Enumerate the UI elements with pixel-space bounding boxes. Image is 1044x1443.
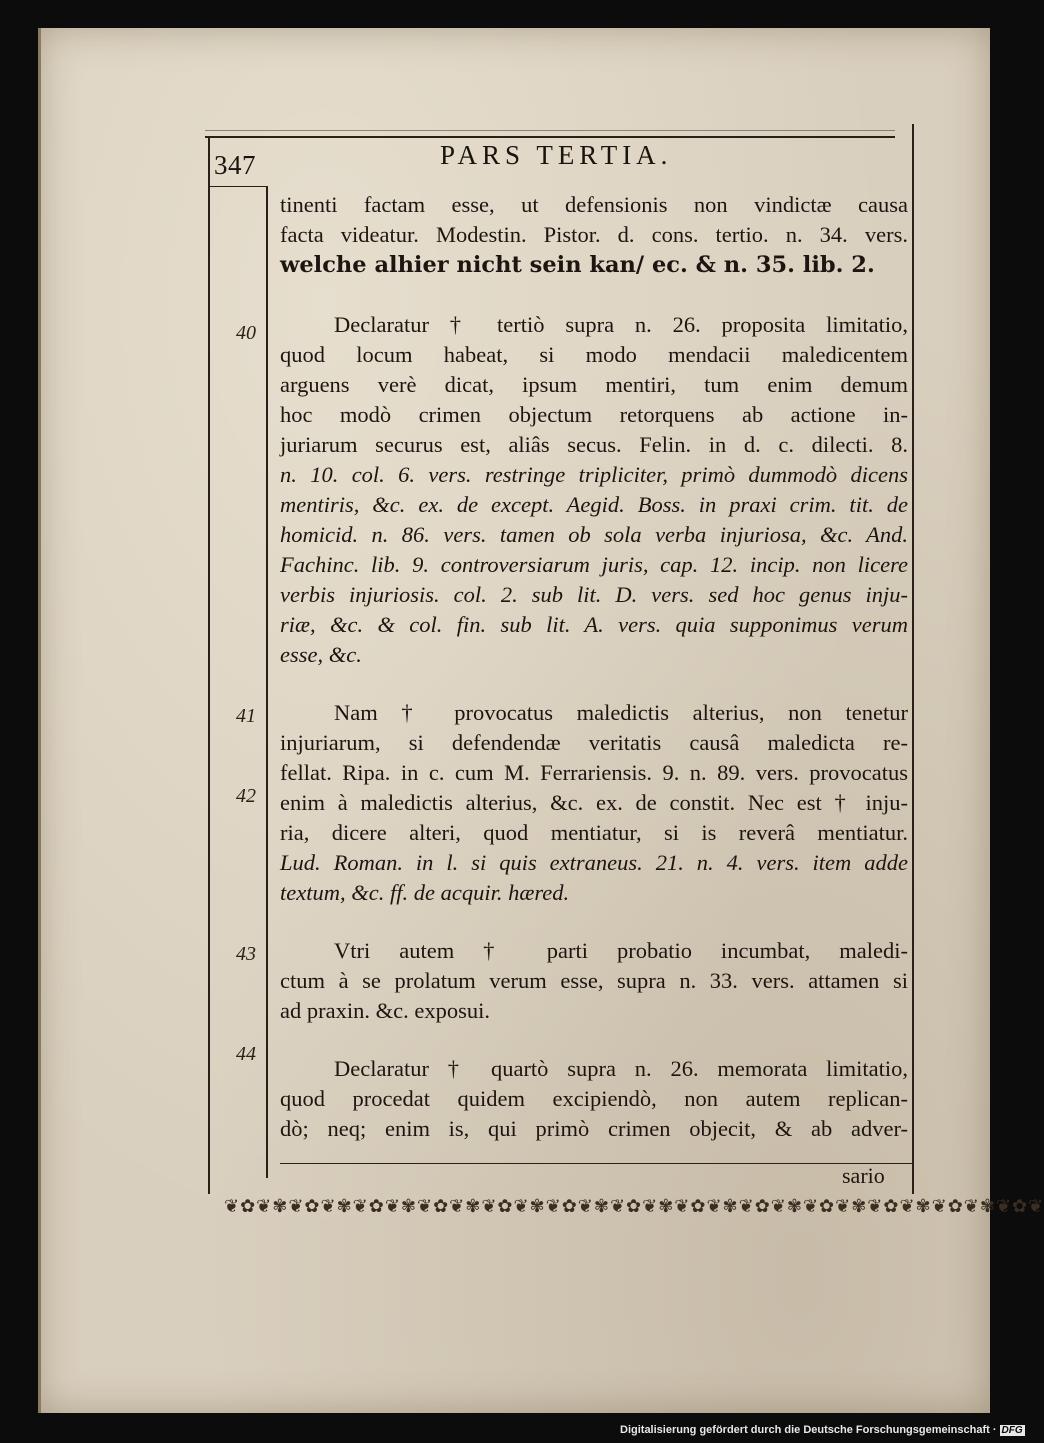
text-line: verbis injuriosis. col. 2. sub lit. D. vers. sed hoc genus inju- <box>280 582 908 607</box>
text-line: Lud. Roman. in l. si quis extraneus. 21. n. 4. vers. item adde <box>280 850 908 875</box>
header-rule <box>205 136 895 138</box>
frame-left-rule <box>208 138 210 1194</box>
text-line: tinenti factam esse, ut defensionis non vindictæ causa <box>280 192 908 217</box>
text-line: n. 10. col. 6. vers. restringe tripliciter, primò dummodò dicens <box>280 462 908 487</box>
text-line: arguens verè dicat, ipsum mentiri, tum enim demum <box>280 372 908 397</box>
text-line: esse, &c. <box>280 642 362 667</box>
text-line: Vtri autem † parti probatio incumbat, maledi- <box>334 938 908 963</box>
margin-number-44: 44 <box>236 1043 256 1065</box>
margin-number-40: 40 <box>236 322 256 344</box>
text-line: homicid. n. 86. vers. tamen ob sola verba injuriosa, &c. And. <box>280 522 908 547</box>
text-line: Fachinc. lib. 9. controversiarum juris, cap. 12. incip. non licere <box>280 552 908 577</box>
text-line: enim à maledictis alterius, &c. ex. de constit. Nec est † inju- <box>280 790 908 815</box>
digitization-credit <box>620 1424 1025 1436</box>
main-text-column <box>280 190 908 1144</box>
text-line: hoc modò crimen objectum retorquens ab actione in- <box>280 402 908 427</box>
text-line: quod procedat quidem excipiendò, non autem replican- <box>280 1086 908 1111</box>
dfg-logo: DFG <box>1001 1425 1023 1436</box>
text-line: ria, dicere alteri, quod mentiatur, si is reverâ mentiatur. <box>280 820 908 845</box>
margin-header-rule <box>210 186 268 187</box>
text-line: welche alhier nicht sein kan/ ec. & n. 35. lib. 2. <box>280 252 875 278</box>
text-line: juriarum securus est, aliâs secus. Felin. in d. c. dilecti. 8. <box>280 432 908 457</box>
credit-text: Digitalisierung gefördert durch die Deutsche Forschungsgemeinschaft · <box>620 1424 997 1436</box>
text-line: Declaratur † tertiò supra n. 26. proposita limitatio, <box>334 312 908 337</box>
footer-rule <box>280 1163 912 1164</box>
frame-right-rule <box>912 124 914 1194</box>
margin-number-43: 43 <box>236 943 256 965</box>
text-line: riæ, &c. & col. fin. sub lit. A. vers. quia supponimus verum <box>280 612 908 637</box>
text-line: mentiris, &c. ex. de except. Aegid. Boss. in praxi crim. tit. de <box>280 492 908 517</box>
text-line: Declaratur † quartò supra n. 26. memorata limitatio, <box>334 1056 908 1081</box>
text-line: ad praxin. &c. exposui. <box>280 998 490 1023</box>
text-line: ctum à se prolatum verum esse, supra n. 33. vers. attamen si <box>280 968 908 993</box>
text-line: facta videatur. Modestin. Pistor. d. cons. tertio. n. 34. vers. <box>280 222 908 247</box>
text-line: quod locum habeat, si modo mendacii maledicentem <box>280 342 908 367</box>
text-line: textum, &c. ff. de acquir. hæred. <box>280 880 570 905</box>
page-number: 347 <box>214 150 256 180</box>
text-line: injuriarum, si defendendæ veritatis causâ maledicta re- <box>280 730 908 755</box>
margin-number-41: 41 <box>236 705 256 727</box>
margin-number-42: 42 <box>236 785 256 807</box>
catchword: sario <box>842 1163 885 1188</box>
ornamental-border: ❦✿❦✾❦✿❦✾❦✿❦✾❦✿❦✾❦✿❦✾❦✿❦✾❦✿❦✾❦✿❦✾❦✿❦✾❦✿❦✾❦✿❦✾❦✿❦✾❦✿❦ <box>224 1196 1044 1216</box>
running-head: PARS TERTIA. <box>440 140 673 170</box>
text-line: fellat. Ripa. in c. cum M. Ferrariensis. 9. n. 89. vers. provocatus <box>280 760 908 785</box>
margin-column-rule <box>266 186 268 1178</box>
text-line: dò; neq; enim is, qui primò crimen objecit, & ab adver- <box>280 1116 908 1141</box>
header-rule-thin <box>205 130 895 131</box>
text-line: Nam † provocatus maledictis alterius, non tenetur <box>334 700 908 725</box>
